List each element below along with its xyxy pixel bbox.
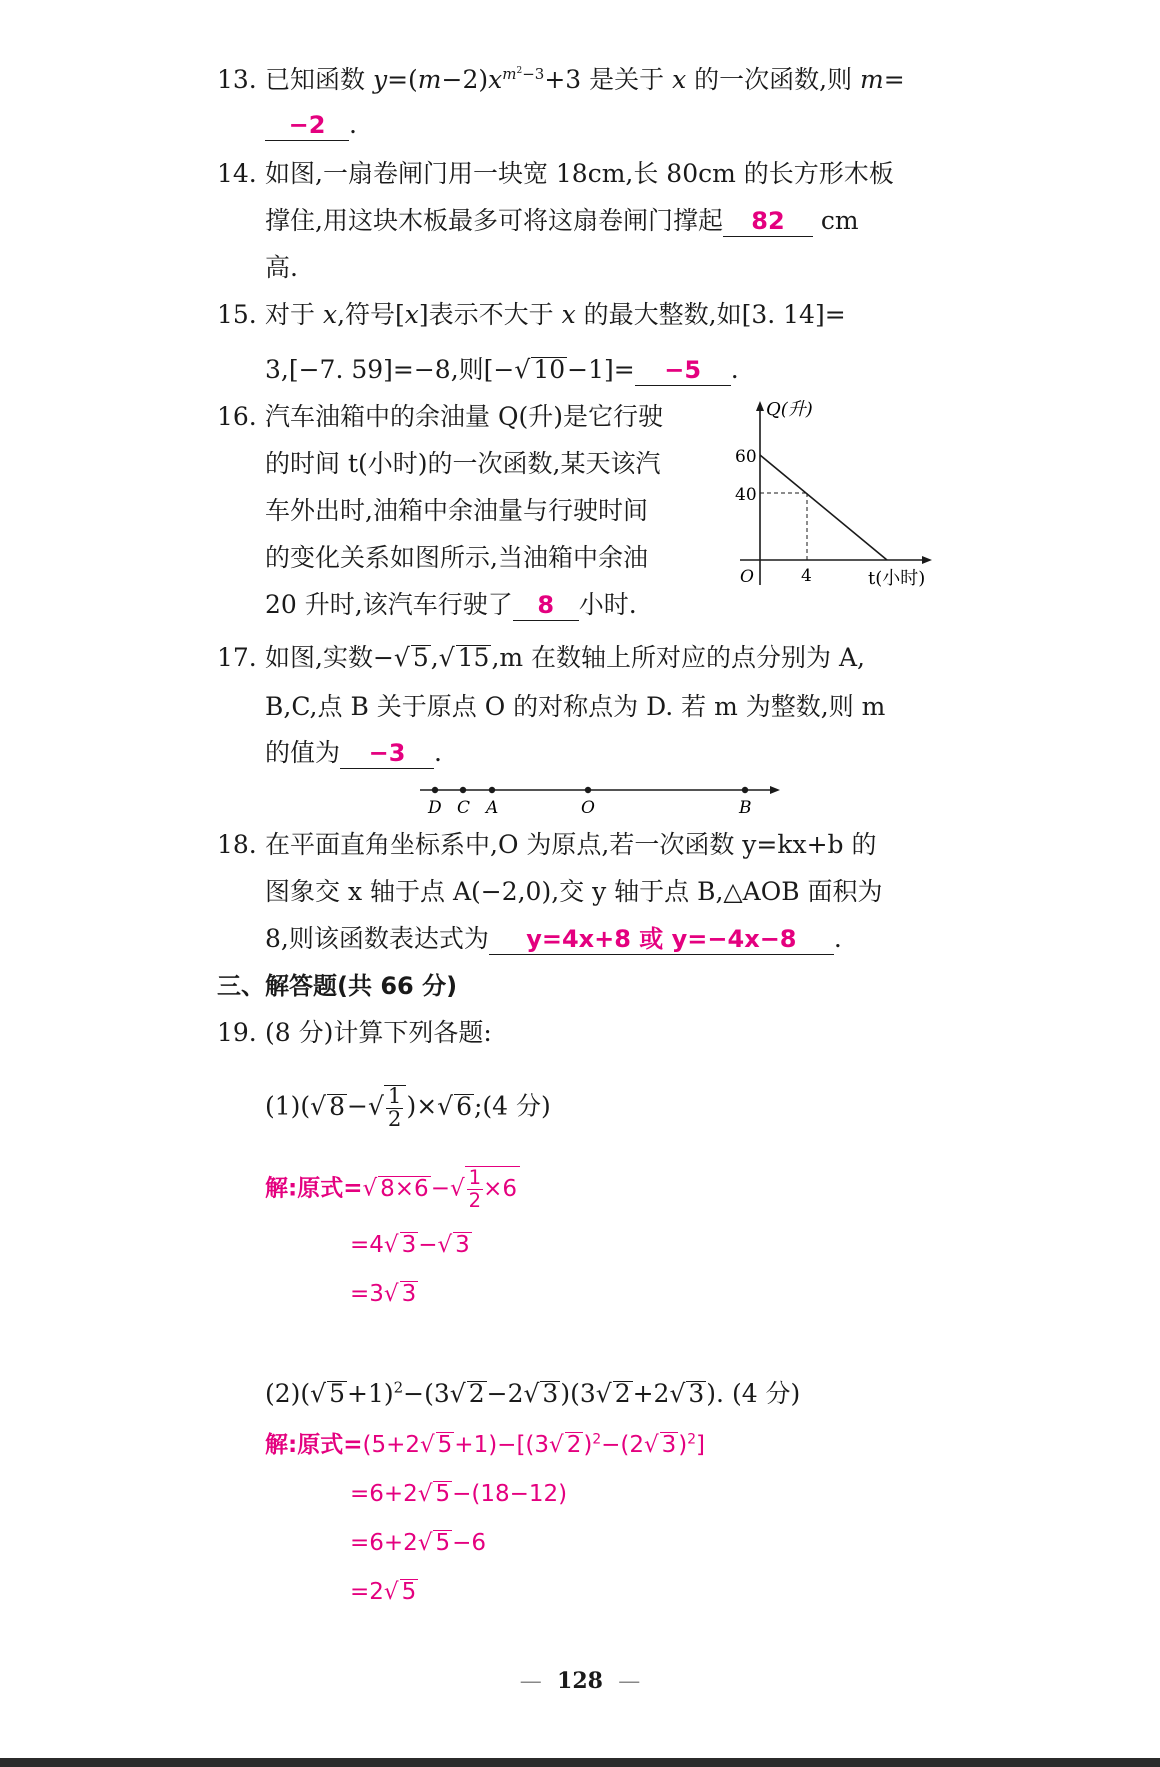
question-number: 19. xyxy=(217,1018,257,1047)
solution-2: 解:原式=(5+2√ 5+1)−[(3√ 2)$^2$−(2√ 3)$^2$] xyxy=(265,1431,706,1458)
number-line xyxy=(415,778,785,818)
tick-4: 4 xyxy=(801,566,812,586)
page-number: 128 xyxy=(557,1668,603,1694)
point-B xyxy=(742,787,748,793)
section-heading: 三、解答题(共 66 分) xyxy=(217,972,458,1000)
label-O: O xyxy=(581,798,595,818)
x-axis-label: t(小时) xyxy=(868,568,926,589)
textbook-page: 13. 已知函数 $y=(m-2)x^{m^2-3}+3$ 是关于 x 的一次函数,则 m= −2 . 14. 如图,一扇卷闸门用一块宽 18cm,长 80cm 的长方形木板 撑住,用这块木板最多可将这扇卷闸门撑起 82 cm 高. 15. 对于 x,符号[x]表示不大于 x 的最大整数,如[3. 14]= 3,[−7. 59]=−8,则[−√ 10−1]= −5 . 16. 汽车油箱中的余油量 Q(升)是它行驶 的时间 t(小时)的一次函数,某天该汽 车外出时,油箱中余油量与行驶时间 的变化关系如图所示,当油箱中余油 20 升时,该汽车行驶了 8 小时. Q(升) 60 40 4 O t(小时) 17. 如图,实数−√ 5,√ 15,m 在数轴上所对应的点分别为 A, B,C,点 B 关于原点 O 的对称点为 D. 若 m 为整数,则 m 的值为 −3 . D C A O B 18. 在平面直角坐标系中,O 为原点,若一次函数 y=kx+b 的 图象交 x 轴于点 A(−2,0),交 y 轴于点 B,△AOB 面积为 8,则该函数表达式为 y=4x+8 或 y=−4x−8 . 三、解答题(共 66 分) 19. (8 分)计算下列各题: (1)(√ 8−√ $\frac{1}{2}$ )×√ 6;(4 分) 解:原式=√ 8×6−√ $\frac{1}{2}$ ×6 =4√ 3−√ 3 =3√ 3 (2)(√ 5+1)$^2$−(3√ 2−2√ 3)(3√ 2+2√ 3). (4 分) 解:原式=(5+2√ 5+1)−[(3√ 2)$^2$−(2√ 3)$^2$] =6+2√ 5−(18−12) =6+2√ 5−6 =2√ 5 — 128 — xyxy=(0,0,1160,1767)
label-C: C xyxy=(457,798,471,818)
label-B: B xyxy=(739,798,752,818)
q13-text: 已知函数 xyxy=(265,65,373,94)
answer-blank-18: y=4x+8 或 y=−4x−8 xyxy=(489,924,834,955)
answer-blank-14: 82 xyxy=(723,206,813,237)
fuel-line xyxy=(760,455,887,560)
answer-blank-16: 8 xyxy=(513,590,579,621)
origin-label: O xyxy=(740,567,754,587)
question-number: 14. xyxy=(217,159,257,188)
question-number: 16. xyxy=(217,402,257,431)
bottom-bar xyxy=(0,1758,1160,1767)
answer-blank-17: −3 xyxy=(340,738,434,769)
tick-60: 60 xyxy=(735,447,757,467)
point-A xyxy=(489,787,495,793)
fuel-graph xyxy=(725,395,945,595)
fraction: $\frac{1}{2}$ xyxy=(387,1084,402,1132)
answer-blank-13: −2 xyxy=(265,110,349,141)
point-C xyxy=(460,787,466,793)
x-axis-arrow xyxy=(922,556,932,564)
question-number: 18. xyxy=(217,830,257,859)
y-axis-label: Q(升) xyxy=(766,399,813,420)
question-number: 15. xyxy=(217,300,257,329)
number-line-arrow xyxy=(770,786,780,794)
y-axis-arrow xyxy=(756,401,764,411)
point-O xyxy=(585,787,591,793)
answer-blank-15: −5 xyxy=(635,355,731,386)
point-D xyxy=(432,787,438,793)
label-D: D xyxy=(428,798,442,818)
tick-40: 40 xyxy=(735,485,757,505)
page-footer: — 128 — xyxy=(519,1668,641,1694)
label-A: A xyxy=(486,798,499,818)
question-number: 17. xyxy=(217,643,257,672)
question-number: 13. xyxy=(217,65,257,94)
solution-1: 解:原式=√ 8×6−√ $\frac{1}{2}$ ×6 xyxy=(265,1166,520,1212)
